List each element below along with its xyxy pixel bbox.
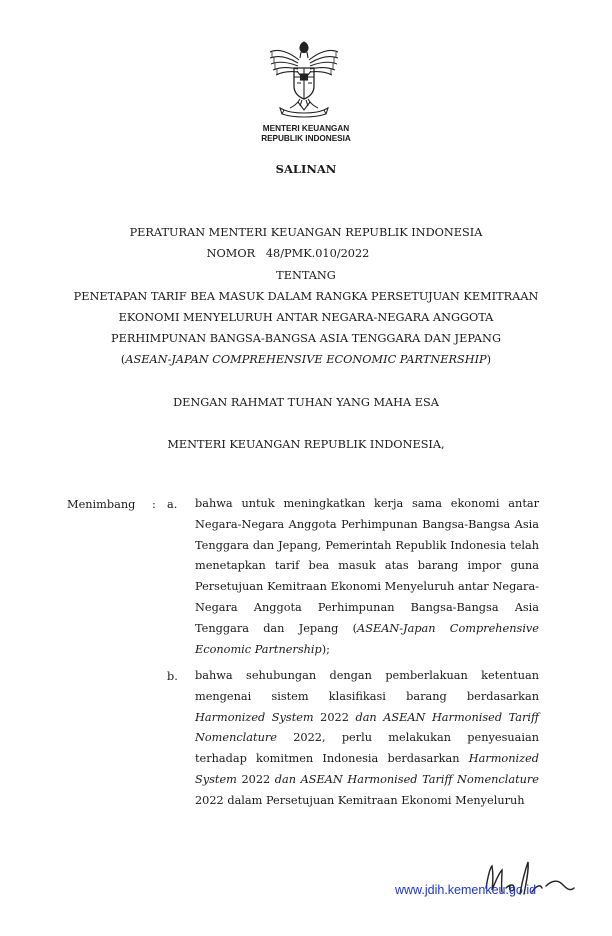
paren-close: ) [486, 353, 492, 366]
item-b-marker: b. [167, 670, 178, 683]
regulation-number: NOMOR 48/PMK.010/2022 [206, 247, 370, 260]
subject-line-2: EKONOMI MENYELURUH ANTAR NEGARA-NEGARA ANGGOTA [118, 311, 494, 324]
blessing: DENGAN RAHMAT TUHAN YANG MAHA ESA [173, 396, 439, 409]
authority: MENTERI KEUANGAN REPUBLIK INDONESIA, [167, 438, 445, 451]
subject-line-1: PENETAPAN TARIF BEA MASUK DALAM RANGKA PERSETUJUAN KEMITRAAN [73, 290, 539, 303]
considering-colon: : [152, 498, 156, 511]
subject-italic: ASEAN-JAPAN COMPREHENSIVE ECONOMIC PARTNERSHIP [125, 353, 487, 366]
item-a-italic: ASEAN-Japan Comprehensive Economic Partnership [195, 621, 539, 656]
copy-label: SALINAN [275, 162, 337, 176]
ministry-line-1: MENTERI KEUANGAN [262, 124, 350, 133]
title-line-1: PERATURAN MENTERI KEUANGAN REPUBLIK INDONESIA [129, 226, 483, 239]
item-b-part: 2022 [236, 772, 275, 786]
item-b-italic: Harmonized System [195, 710, 314, 724]
item-b-part: 2022, perlu melakukan penyesuaian terhadap komitmen Indonesia berdasarkan [195, 731, 539, 766]
item-b-italic: dan ASEAN Harmonised Tariff Nomenclature [195, 710, 539, 745]
subject-line-3: PERHIMPUNAN BANGSA-BANGSA ASIA TENGGARA DAN JEPANG [111, 332, 501, 345]
about-label: TENTANG [276, 269, 336, 282]
item-b-part: bahwa sehubungan dengan pemberlakuan ketentuan mengenai sistem klasifikasi barang berdasarkan [195, 669, 539, 703]
item-a-end: ); [321, 642, 330, 656]
item-a-main: bahwa untuk meningkatkan kerja sama ekonomi antar Negara-Negara Anggota Perhimpunan Bangsa-Bangsa Asia Tenggara dan Jepang, Pemerintah Republik Indonesia telah menetapkan tarif bea masuk atas barang impor guna Persetujuan Kemitraan Ekonomi Menyeluruh antar Negara-Negara Anggota Perhimpunan Bangsa-Bangsa Asia Tenggara dan Jepang ( [195, 497, 539, 635]
item-b-part: 2022 dalam Persetujuan Kemitraan Ekonomi Menyeluruh [195, 793, 525, 807]
website-link[interactable]: www.jdih.kemenkeu.go.id [395, 883, 537, 897]
item-b-part: 2022 [313, 710, 356, 724]
ministry-line-2: REPUBLIK INDONESIA [261, 134, 351, 143]
regulation-title [0, 222, 612, 370]
item-b-text [195, 666, 539, 812]
item-b-italic: Harmonized System [195, 752, 539, 786]
ministry-heading [0, 124, 612, 144]
paren-open: ( [120, 353, 126, 366]
subject-line-4 [0, 349, 612, 370]
item-a-marker: a. [167, 498, 178, 511]
considering-label: Menimbang [67, 498, 136, 511]
item-a-text [195, 494, 539, 660]
item-b-italic: dan ASEAN Harmonised Tariff Nomenclature [274, 772, 539, 786]
garuda-emblem-icon [264, 38, 344, 120]
